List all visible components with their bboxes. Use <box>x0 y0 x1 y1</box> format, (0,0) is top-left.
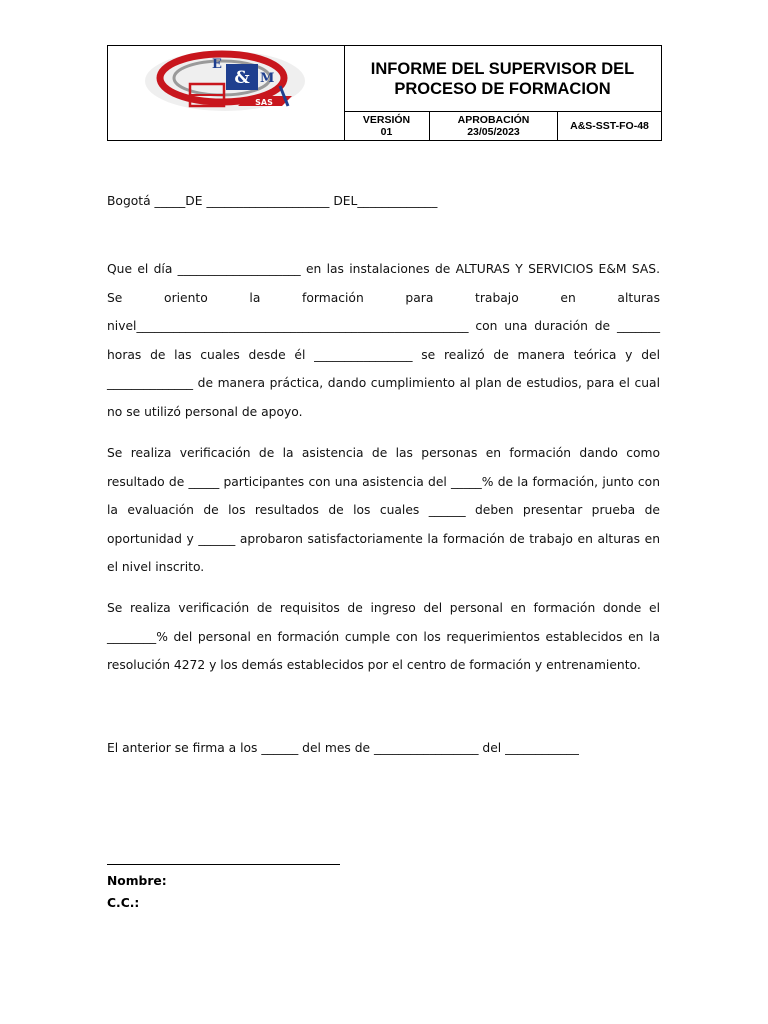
signing-line <box>107 734 660 763</box>
paragraph-3-text: Se realiza verificación de requisitos de ingreso del personal en formación donde el ________% del personal en formación cumple con los requerimientos establecidos en la resolución 4272 y los demás establecidos por el centro de formación y entrenamiento. <box>107 601 660 672</box>
location-line <box>107 187 660 216</box>
svg-text:M: M <box>260 71 275 86</box>
company-logo <box>142 48 308 114</box>
approval-label: APROBACIÓN <box>457 114 530 126</box>
approval-date: 23/05/2023 <box>467 126 520 138</box>
id-label: C.C.: <box>107 896 140 910</box>
document-header <box>107 45 662 141</box>
svg-text:E: E <box>212 57 222 72</box>
paragraph-1 <box>107 255 660 426</box>
document-meta-row <box>344 112 661 140</box>
paragraph-1-text: Que el día ____________________ en las instalaciones de ALTURAS Y SERVICIOS E&M SAS. Se oriento la formación para trabajo en alturas nivel______________________________________________________ con una duración de _______ horas de las cuales desde él ________________ se realizó de manera teórica y del ______________ de manera práctica, dando cumplimiento al plan de estudios, para el cual no se utilizó personal de apoyo. <box>107 262 660 419</box>
paragraph-2-text: Se realiza verificación de la asistencia de las personas en formación dando como resultado de _____ participantes con una asistencia del _____% de la formación, junto con la evaluación de los resultados de los cuales ______ deben presentar prueba de oportunidad y ______ aprobaron satisfactoriamente la formación de trabajo en alturas en el nivel inscrito. <box>107 446 660 574</box>
paragraph-2 <box>107 439 660 582</box>
version-label: VERSIÓN <box>362 114 411 126</box>
logo-cell <box>108 46 345 140</box>
document-code: A&S-SST-FO-48 <box>570 120 649 132</box>
signature-line <box>107 864 340 865</box>
version-value: 01 <box>380 126 393 138</box>
signing-line-text: El anterior se firma a los ______ del mes de _________________ del ____________ <box>107 741 579 755</box>
name-label: Nombre: <box>107 874 167 888</box>
paragraph-3 <box>107 594 660 680</box>
location-text: Bogotá _____DE ____________________ DEL_____________ <box>107 194 438 208</box>
svg-text:SAS: SAS <box>255 98 273 107</box>
svg-text:&: & <box>234 68 250 88</box>
approval-cell <box>430 112 558 140</box>
version-cell <box>344 112 430 140</box>
document-title: INFORME DEL SUPERVISOR DEL PROCESO DE FORMACION <box>344 46 661 112</box>
